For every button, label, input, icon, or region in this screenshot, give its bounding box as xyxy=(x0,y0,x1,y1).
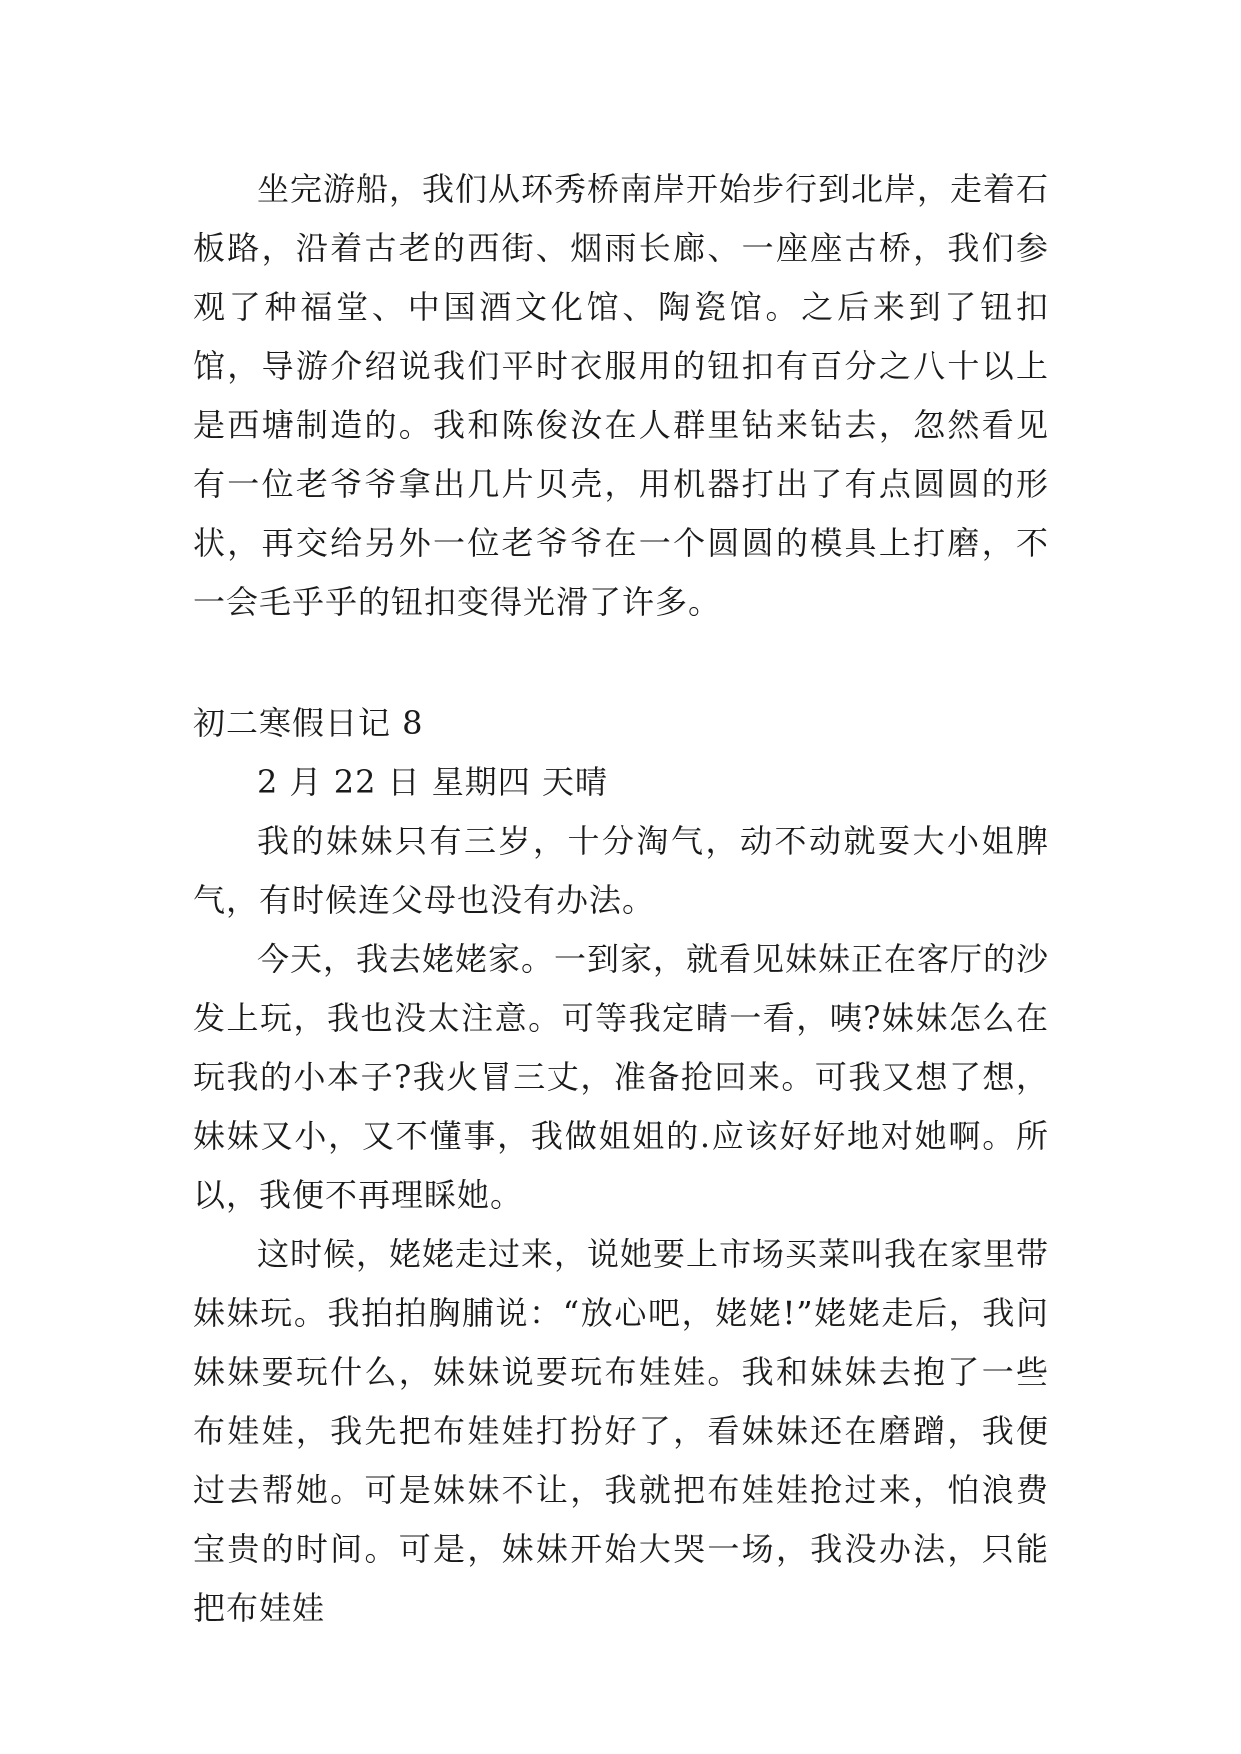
paragraph-grandma-house: 今天，我去姥姥家。一到家，就看见妹妹正在客厅的沙发上玩，我也没太注意。可等我定睛一看，咦?妹妹怎么在玩我的小本子?我火冒三丈，准备抢回来。可我又想了想，妹妹又小，又不懂事，我做姐姐的.应该好好地对她啊。所以，我便不再理睬她。 xyxy=(193,940,1050,1214)
paragraph-button-museum: 坐完游船，我们从环秀桥南岸开始步行到北岸，走着石板路，沿着古老的西街、烟雨长廊、一座座古桥，我们参观了种福堂、中国酒文化馆、陶瓷馆。之后来到了钮扣馆，导游介绍说我们平时衣服用的钮扣有百分之八十以上是西塘制造的。我和陈俊汝在人群里钻来钻去，忽然看见有一位老爷爷拿出几片贝壳，用机器打出了有点圆圆的形状，再交给另外一位老爷爷在一个圆圆的模具上打磨，不一会毛乎乎的钮扣变得光滑了许多。 xyxy=(193,170,1050,621)
paragraph-sister-intro: 我的妹妹只有三岁，十分淘气，动不动就耍大小姐脾气，有时候连父母也没有办法。 xyxy=(193,822,1049,919)
diary-entry-heading: 初二寒假日记 8 xyxy=(193,704,424,742)
document-body xyxy=(193,160,1049,1638)
paragraph-doll-play: 这时候，姥姥走过来，说她要上市场买菜叫我在家里带妹妹玩。我拍拍胸脯说：“放心吧，姥姥!”姥姥走后，我问妹妹要玩什么，妹妹说要玩布娃娃。我和妹妹去抱了一些布娃娃，我先把布娃娃打扮好了，看妹妹还在磨蹭，我便过去帮她。可是妹妹不让，我就把布娃娃抢过来，怕浪费宝贵的时间。可是，妹妹开始大哭一场，我没办法，只能把布娃娃 xyxy=(193,1235,1050,1627)
diary-dateline: 2 月 22 日 星期四 天晴 xyxy=(257,763,608,801)
section-gap xyxy=(193,632,1049,694)
